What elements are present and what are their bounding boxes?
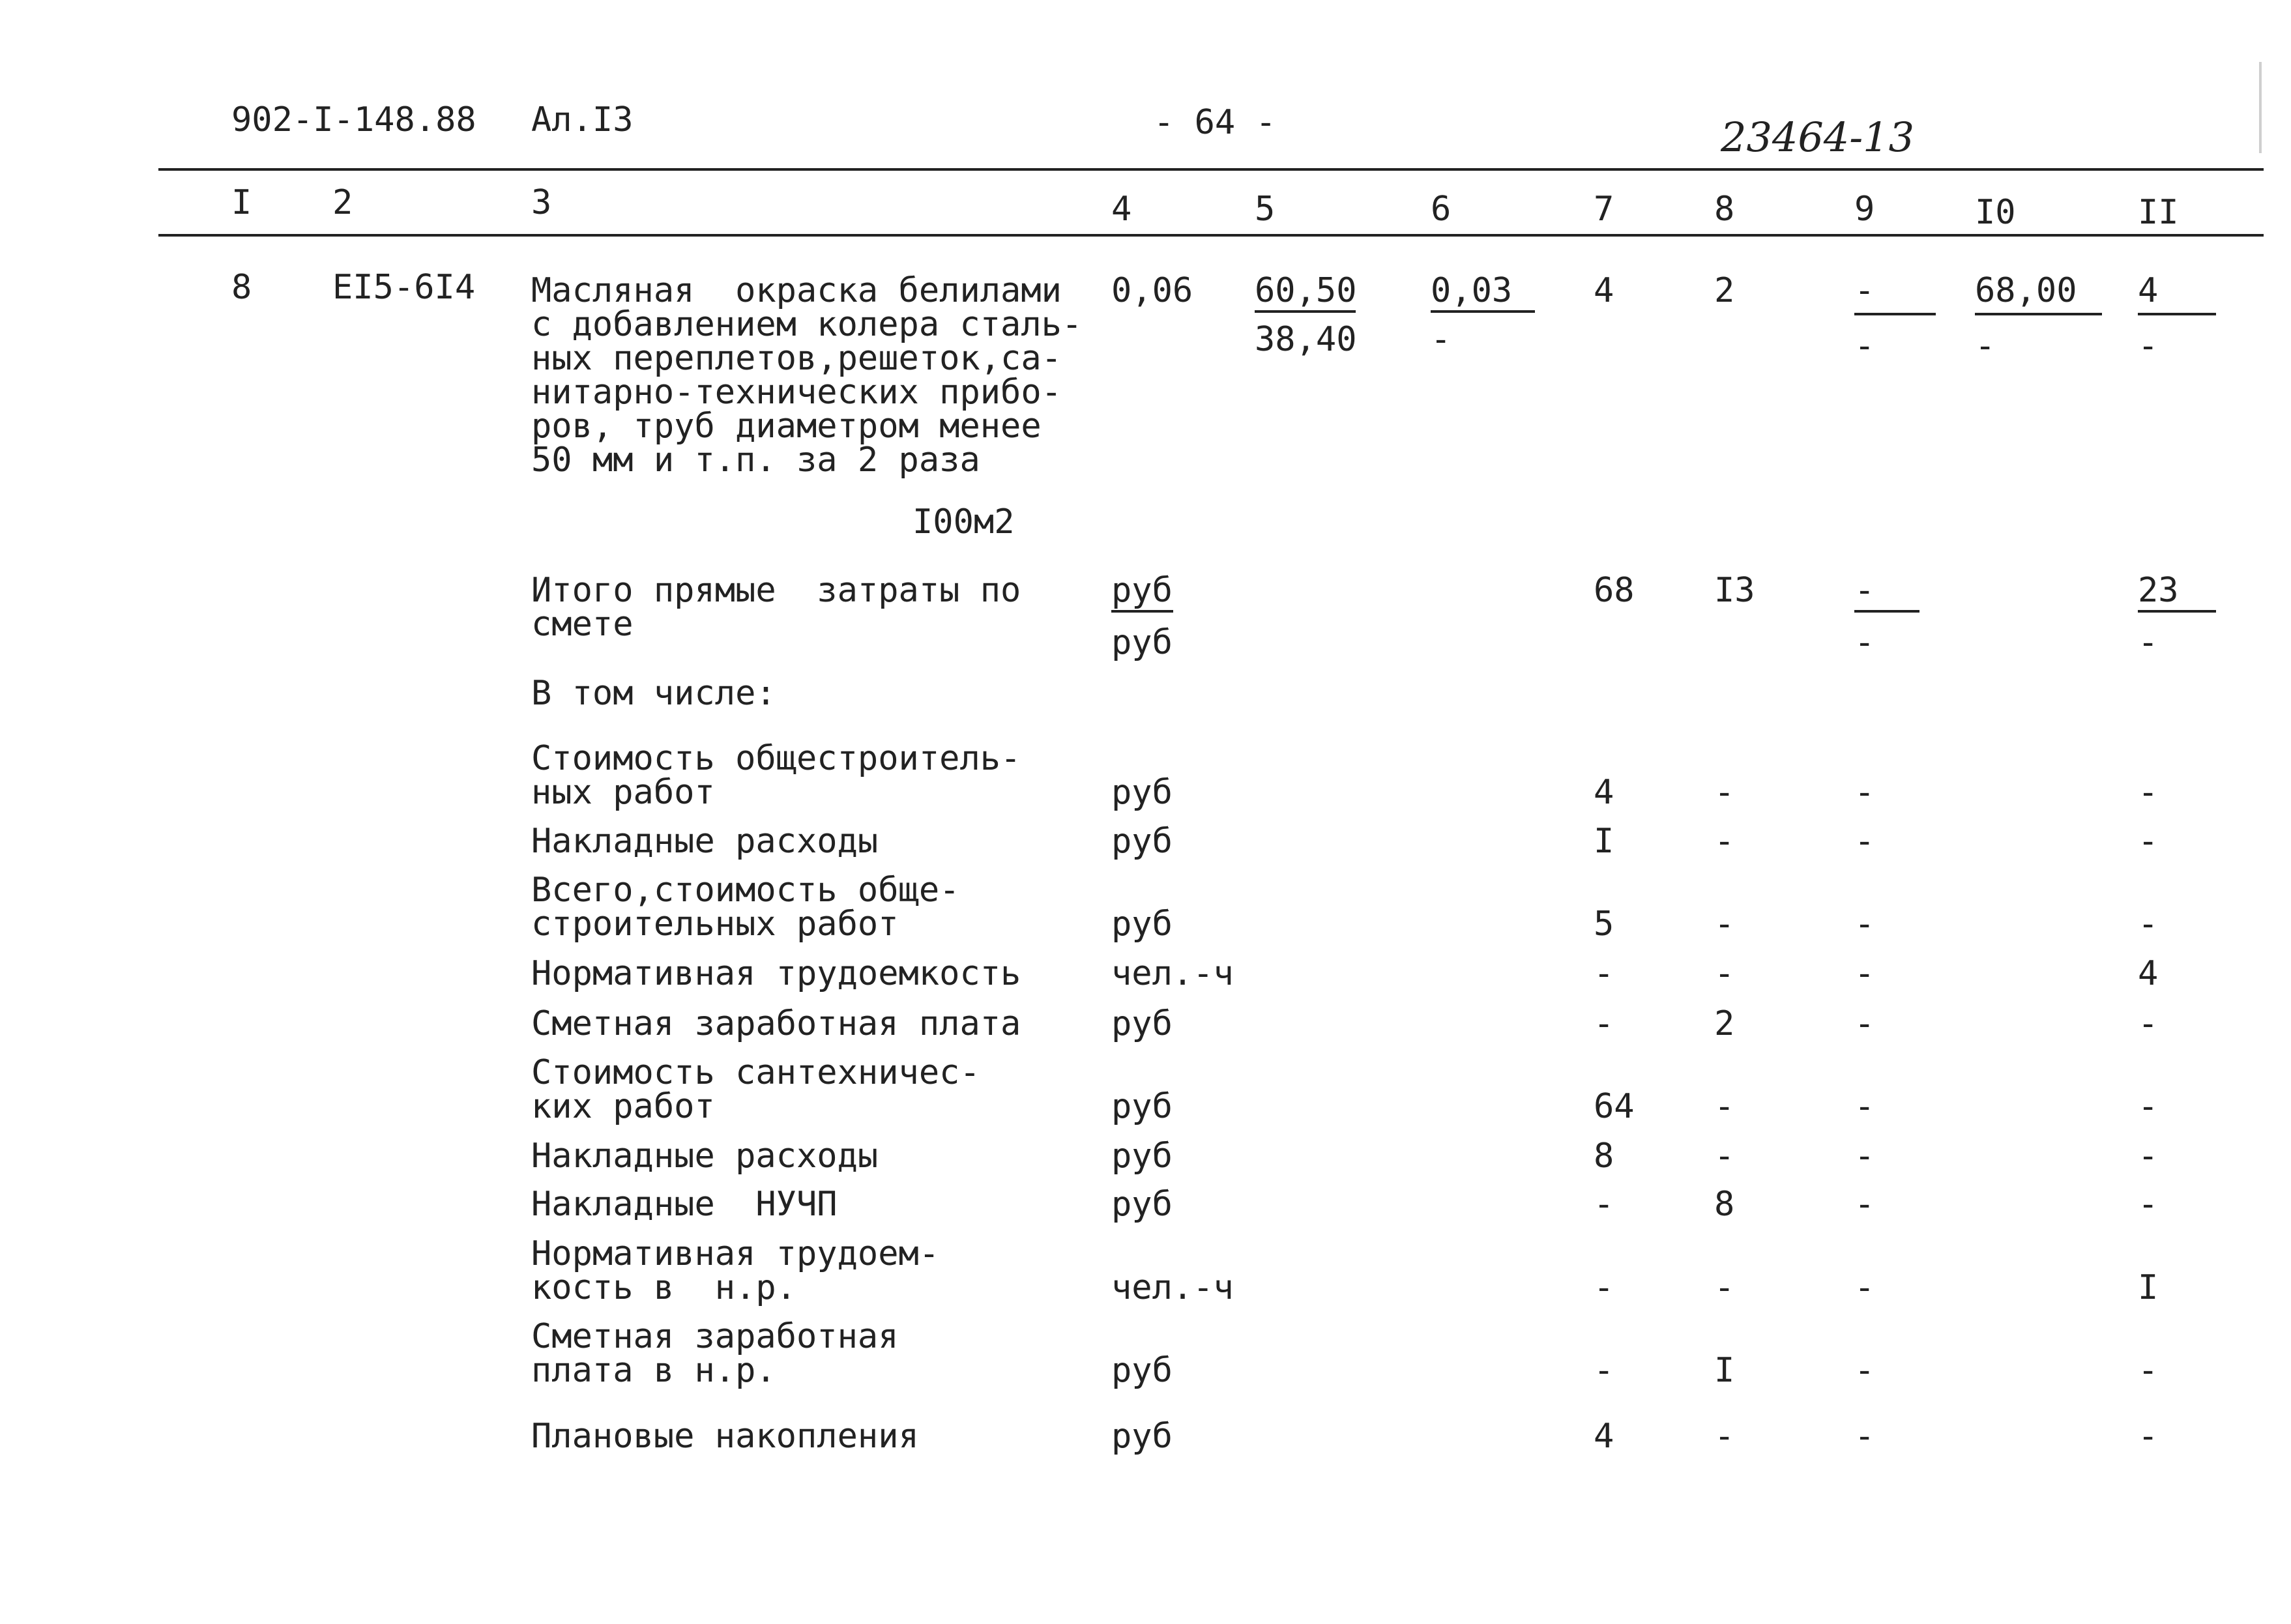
total-unit-sub: руб xyxy=(1111,623,1173,662)
item-col9-underline xyxy=(1854,313,1936,315)
row-col11: - xyxy=(2138,1137,2159,1176)
row-unit: руб xyxy=(1111,1087,1173,1126)
row-label: Накладные НУЧП xyxy=(531,1185,838,1224)
row-col11: - xyxy=(2138,1087,2159,1126)
row-col7: 4 xyxy=(1594,773,1614,812)
row-col11: I xyxy=(2138,1268,2159,1307)
item-col11-subvalue: - xyxy=(2138,326,2159,366)
item-col6-value: 0,03 xyxy=(1431,271,1513,310)
table-header-bottom-rule xyxy=(158,234,2264,237)
total-col7: 68 xyxy=(1594,571,1635,610)
row-unit: чел.-ч xyxy=(1111,954,1234,993)
row-col9: - xyxy=(1854,773,1875,812)
total-unit-underline xyxy=(1111,610,1173,613)
row-col9: - xyxy=(1854,1087,1875,1126)
item-description: Масляная окраска белилами с добавлением колера сталь- ных переплетов,решеток,са- нитарно-технических прибо- ров, труб диаметром менее 50 мм и т.п. за 2 раза xyxy=(531,271,1083,480)
row-col11: - xyxy=(2138,773,2159,812)
item-col10-subvalue: - xyxy=(1975,326,1996,366)
table-top-rule xyxy=(158,168,2264,171)
item-number: 8 xyxy=(231,268,252,307)
document-code: 902-I-148.88 xyxy=(231,100,476,139)
row-label: Нормативная трудоемкость xyxy=(531,954,1021,993)
item-col7-value: 4 xyxy=(1594,271,1614,310)
item-code: EI5-6I4 xyxy=(332,268,476,307)
item-col6-subvalue: - xyxy=(1431,320,1452,359)
item-col9-subvalue: - xyxy=(1854,326,1875,366)
col-header-1: I xyxy=(231,183,252,222)
row-col8: I xyxy=(1714,1351,1735,1390)
row-col11: - xyxy=(2138,1417,2159,1456)
row-label: Всего,стоимость обще- строительных работ xyxy=(531,871,960,944)
row-col7: - xyxy=(1594,1268,1614,1307)
row-unit: руб xyxy=(1111,1417,1173,1456)
total-col9-sub: - xyxy=(1854,623,1875,662)
row-col7: - xyxy=(1594,1351,1614,1390)
row-unit: руб xyxy=(1111,905,1173,944)
row-unit: чел.-ч xyxy=(1111,1268,1234,1307)
row-col9: - xyxy=(1854,1185,1875,1224)
item-col10-value: 68,00 xyxy=(1975,271,2077,310)
row-col8: - xyxy=(1714,773,1735,812)
row-unit: руб xyxy=(1111,822,1173,861)
row-col8: - xyxy=(1714,1417,1735,1456)
row-col8: - xyxy=(1714,905,1735,944)
total-unit: руб xyxy=(1111,571,1173,610)
row-label: Стоимость общестроитель- ных работ xyxy=(531,739,1021,812)
row-label: Накладные расходы xyxy=(531,822,879,861)
col-header-10: I0 xyxy=(1975,193,2016,232)
row-col8: 2 xyxy=(1714,1004,1735,1043)
item-col10-underline xyxy=(1975,313,2102,315)
handwritten-inventory-number: 23464-13 xyxy=(1721,113,1915,161)
col-header-9: 9 xyxy=(1854,190,1875,229)
row-label: Стоимость сантехничес- ких работ xyxy=(531,1053,980,1126)
item-quantity: 0,06 xyxy=(1111,271,1193,310)
total-col11-underline xyxy=(2138,610,2216,613)
row-col9: - xyxy=(1854,905,1875,944)
row-col9: - xyxy=(1854,1004,1875,1043)
row-unit: руб xyxy=(1111,1137,1173,1176)
row-col7: 8 xyxy=(1594,1137,1614,1176)
total-col11-sub: - xyxy=(2138,623,2159,662)
row-label: Сметная заработная плата в н.р. xyxy=(531,1317,899,1390)
total-col11: 23 xyxy=(2138,571,2179,610)
album-number: Ал.I3 xyxy=(531,100,634,139)
item-col8-value: 2 xyxy=(1714,271,1735,310)
col-header-8: 8 xyxy=(1714,190,1735,229)
row-col8: - xyxy=(1714,1268,1735,1307)
row-col7: - xyxy=(1594,954,1614,993)
col-header-11: II xyxy=(2138,193,2179,232)
row-col11: - xyxy=(2138,822,2159,861)
col-header-7: 7 xyxy=(1594,190,1614,229)
row-col9: - xyxy=(1854,1137,1875,1176)
total-col8: I3 xyxy=(1714,571,1755,610)
row-col8: - xyxy=(1714,1087,1735,1126)
row-label: Сметная заработная плата xyxy=(531,1004,1021,1043)
row-col9: - xyxy=(1854,1268,1875,1307)
row-col9: - xyxy=(1854,1351,1875,1390)
row-label: Нормативная трудоем- кость в н.р. xyxy=(531,1234,940,1307)
row-col9: - xyxy=(1854,954,1875,993)
row-label: Накладные расходы xyxy=(531,1137,879,1176)
row-col7: - xyxy=(1594,1185,1614,1224)
row-col11: - xyxy=(2138,905,2159,944)
col-header-6: 6 xyxy=(1431,190,1452,229)
row-col7: 4 xyxy=(1594,1417,1614,1456)
row-col7: 5 xyxy=(1594,905,1614,944)
col-header-4: 4 xyxy=(1111,190,1132,229)
col-header-2: 2 xyxy=(332,183,353,222)
item-col11-value: 4 xyxy=(2138,271,2159,310)
including-label: В том числе: xyxy=(531,674,776,713)
row-unit: руб xyxy=(1111,1004,1173,1043)
item-col9-value: - xyxy=(1854,271,1875,310)
scan-edge-mark xyxy=(2259,62,2262,153)
row-col7: - xyxy=(1594,1004,1614,1043)
row-col11: - xyxy=(2138,1351,2159,1390)
col-header-3: 3 xyxy=(531,183,552,222)
row-col11: - xyxy=(2138,1185,2159,1224)
row-col8: - xyxy=(1714,822,1735,861)
total-col9-underline xyxy=(1854,610,1919,613)
row-col11: 4 xyxy=(2138,954,2159,993)
row-label: Плановые накопления xyxy=(531,1417,919,1456)
row-col8: - xyxy=(1714,1137,1735,1176)
item-unit: I00м2 xyxy=(912,502,1015,542)
col-header-5: 5 xyxy=(1255,190,1276,229)
row-col8: 8 xyxy=(1714,1185,1735,1224)
row-unit: руб xyxy=(1111,1351,1173,1390)
total-label: Итого прямые затраты по смете xyxy=(531,571,1021,644)
item-col5-subvalue: 38,40 xyxy=(1255,320,1357,359)
row-col9: - xyxy=(1854,1417,1875,1456)
row-unit: руб xyxy=(1111,1185,1173,1224)
item-col11-underline xyxy=(2138,313,2216,315)
item-col5-value: 60,50 xyxy=(1255,271,1357,310)
row-col9: - xyxy=(1854,822,1875,861)
row-col7: 64 xyxy=(1594,1087,1635,1126)
page-number: - 64 - xyxy=(1154,103,1276,142)
row-col11: - xyxy=(2138,1004,2159,1043)
item-col5-underline xyxy=(1255,310,1356,313)
total-col9: - xyxy=(1854,571,1875,610)
item-col6-underline xyxy=(1431,310,1535,313)
row-unit: руб xyxy=(1111,773,1173,812)
row-col7: I xyxy=(1594,822,1614,861)
row-col8: - xyxy=(1714,954,1735,993)
